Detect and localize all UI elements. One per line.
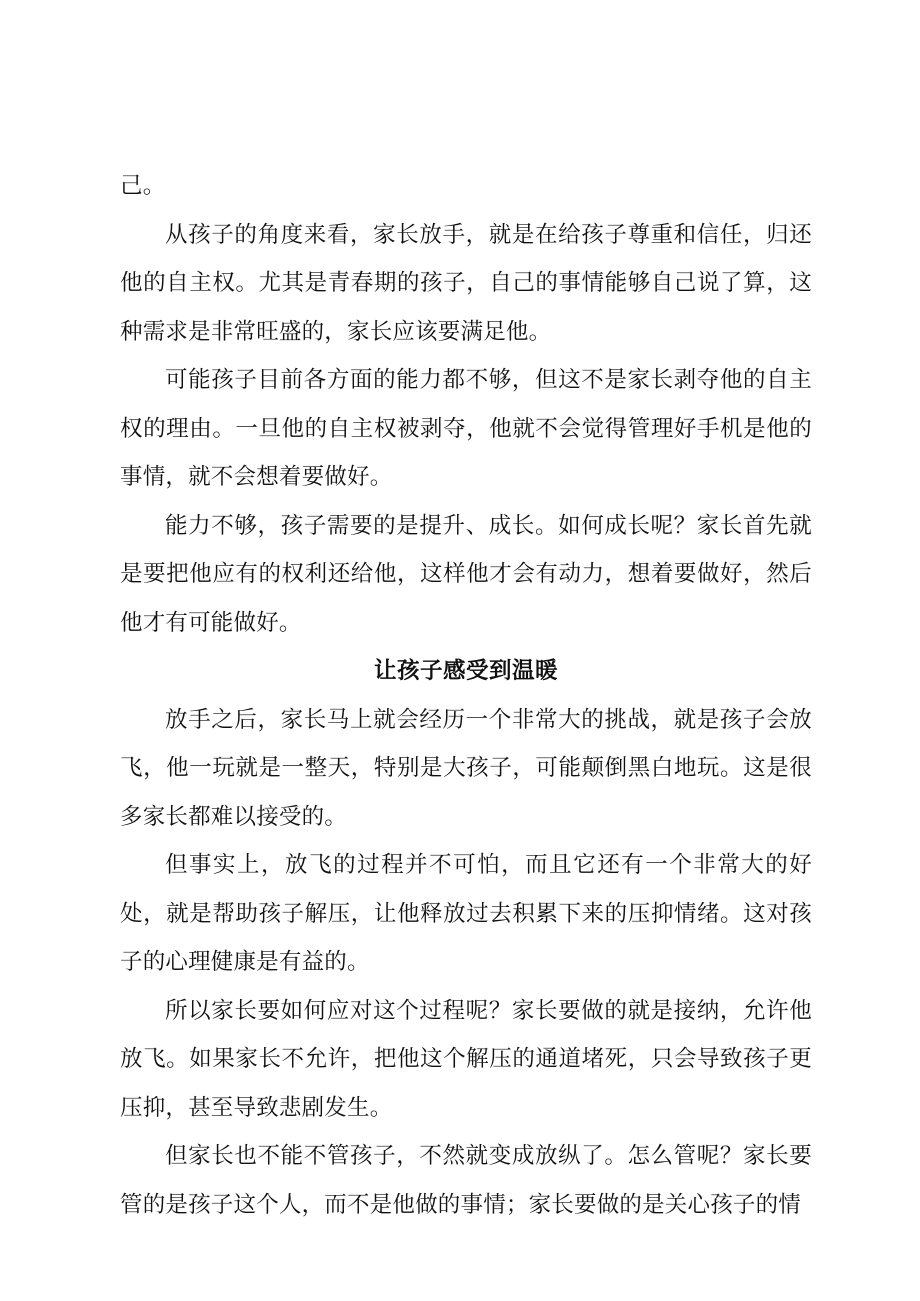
paragraph: 能力不够，孩子需要的是提升、成长。如何成长呢？家长首先就是要把他应有的权利还给他，这样他才会有动力，想着要做好，然后他才有可能做好。	[120, 512, 812, 636]
paragraph: 可能孩子目前各方面的能力都不够，但这不是家长剥夺他的自主权的理由。一旦他的自主权被剥夺，他就不会觉得管理好手机是他的事情，就不会想着要做好。	[120, 367, 812, 490]
paragraph: 但家长也不能不管孩子，不然就变成放纵了。怎么管呢？家长要管的是孩子这个人，而不是他做的事情；家长要做的是关心孩子的情	[120, 1143, 812, 1218]
paragraph: 所以家长要如何应对这个过程呢？家长要做的就是接纳，允许他放飞。如果家长不允许，把他这个解压的通道堵死，只会导致孩子更压抑，甚至导致悲剧发生。	[120, 997, 812, 1121]
paragraph: 从孩子的角度来看，家长放手，就是在给孩子尊重和信任，归还他的自主权。尤其是青春期的孩子，自己的事情能够自己说了算，这种需求是非常旺盛的，家长应该要满足他。	[120, 221, 812, 345]
paragraph: 放手之后，家长马上就会经历一个非常大的挑战，就是孩子会放飞，他一玩就是一整天，特别是大孩子，可能颠倒黑白地玩。这是很多家长都难以接受的。	[120, 706, 812, 830]
document-body	[120, 162, 812, 1229]
section-heading: 让孩子感受到温暖	[373, 658, 558, 684]
paragraph: 但事实上，放飞的过程并不可怕，而且它还有一个非常大的好处，就是帮助孩子解压，让他释放过去积累下来的压抑情绪。这对孩子的心理健康是有益的。	[120, 852, 812, 975]
paragraph-continuation: 己。	[120, 173, 166, 199]
